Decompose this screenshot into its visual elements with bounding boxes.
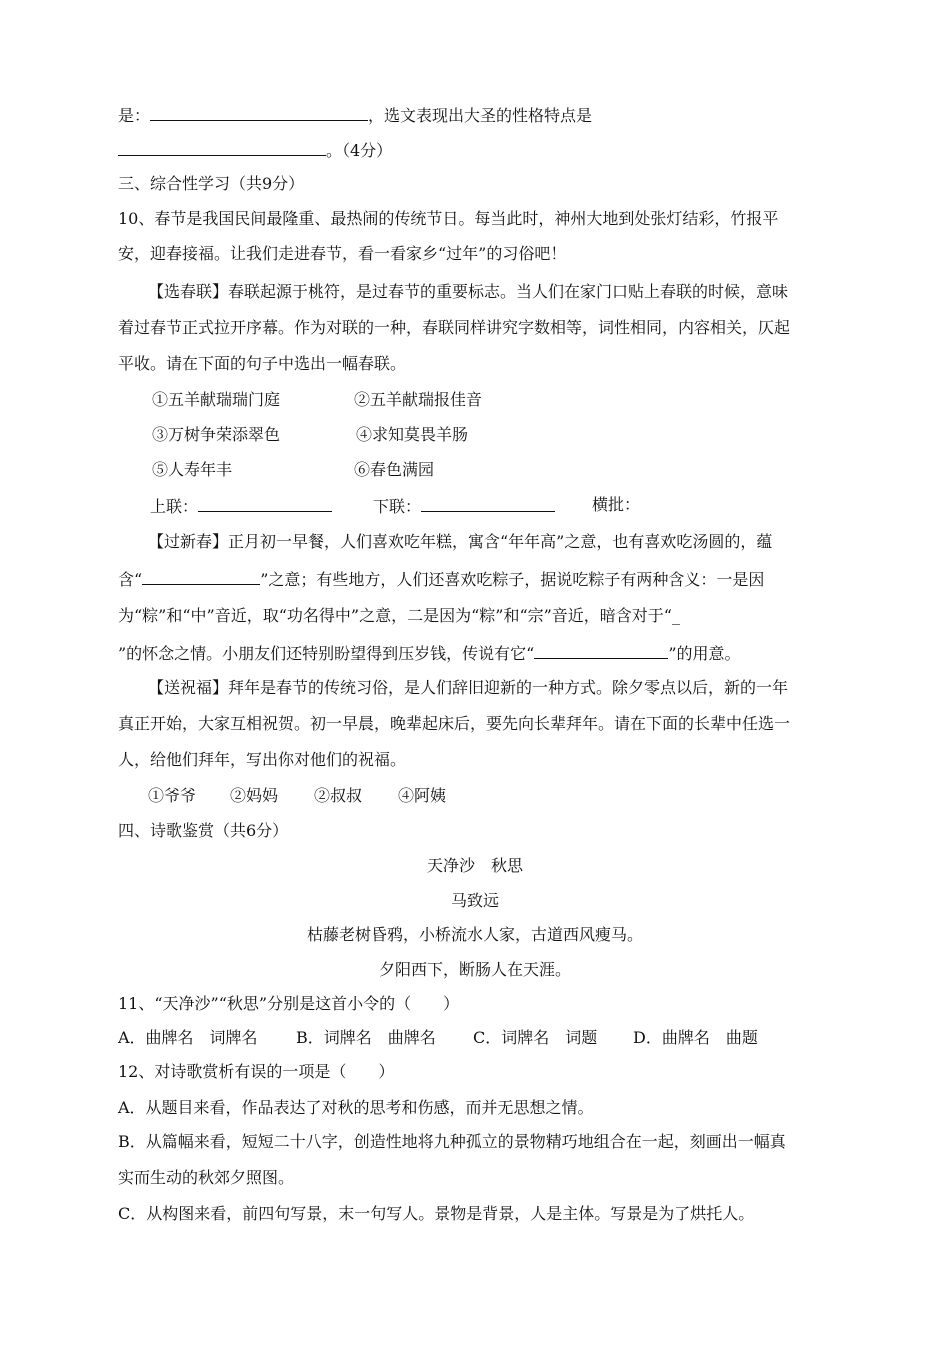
lower-couplet-row bbox=[373, 495, 555, 517]
q12-option-a: A．从题目来看，作品表达了对秋的思考和伤感，而并无思想之情。 bbox=[118, 1098, 594, 1117]
poem-line-1: 枯藤老树昏鸦，小桥流水人家，古道西风瘦马。 bbox=[306, 925, 643, 944]
elder-option-4: ④阿姨 bbox=[398, 786, 447, 805]
upper-blank[interactable] bbox=[198, 495, 332, 512]
q12-option-c: C．从构图来看，前四句写景，末一句写人。景物是背景，人是主体。写景是为了烘托人。 bbox=[118, 1204, 755, 1223]
elder-option-1: ①爷爷 bbox=[148, 786, 197, 805]
lower-label: 下联： bbox=[373, 497, 422, 516]
couplet-option-1: ①五羊献瑞瑞门庭 bbox=[152, 390, 281, 409]
lower-blank[interactable] bbox=[421, 495, 555, 512]
answer-line-2 bbox=[118, 139, 392, 161]
q12-option-b-line-2: 实而生动的秋郊夕照图。 bbox=[118, 1168, 295, 1187]
blank-field[interactable] bbox=[142, 568, 260, 585]
poem-title: 天净沙 秋思 bbox=[426, 856, 523, 875]
couplet-paragraph-line-1: 【选春联】春联起源于桃符，是过春节的重要标志。当人们在家门口贴上春联的时候，意味 bbox=[148, 282, 789, 301]
blank-field[interactable] bbox=[118, 139, 326, 156]
couplet-option-3: ③万树争荣添翠色 bbox=[152, 425, 281, 444]
text-prefix: ”的怀念之情。小朋友们还特别盼望得到压岁钱，传说有它“ bbox=[118, 644, 535, 663]
horizontal-scroll-label: 横批： bbox=[592, 495, 641, 514]
couplet-option-2: ②五羊献瑞报佳音 bbox=[354, 390, 483, 409]
q11-option-a: A．曲牌名 词牌名 bbox=[118, 1028, 258, 1047]
newyear-paragraph-line-4 bbox=[118, 642, 741, 664]
text-prefix: 是： bbox=[118, 106, 151, 125]
poem-line-2: 夕阳西下，断肠人在天涯。 bbox=[378, 960, 571, 979]
newyear-paragraph-line-2 bbox=[118, 568, 764, 590]
section-heading-4: 四、诗歌鉴赏（共6分） bbox=[118, 821, 289, 840]
blank-field[interactable] bbox=[150, 104, 368, 121]
text-suffix: ，选文表现出大圣的性格特点是 bbox=[368, 106, 593, 125]
q11-option-d: D．曲牌名 曲题 bbox=[633, 1028, 758, 1047]
q12-option-b-line-1: B．从篇幅来看，短短二十八字，创造性地将九种孤立的景物精巧地组合在一起，刻画出一幅真 bbox=[118, 1132, 786, 1151]
text-suffix: ”的用意。 bbox=[668, 644, 741, 663]
elder-option-2: ②妈妈 bbox=[230, 786, 279, 805]
couplet-option-4: ④求知莫畏羊肠 bbox=[356, 425, 469, 444]
text-suffix: ”之意；有些地方，人们还喜欢吃粽子，据说吃粽子有两种含义：一是因 bbox=[260, 570, 765, 589]
blessing-paragraph-line-1: 【送祝福】拜年是春节的传统习俗，是人们辞旧迎新的一种方式。除夕零点以后，新的一年 bbox=[148, 678, 789, 697]
poem-author: 马致远 bbox=[450, 891, 499, 910]
score-note: 。（4分） bbox=[326, 141, 393, 160]
answer-line-1 bbox=[118, 104, 592, 126]
upper-couplet-row bbox=[150, 495, 332, 517]
blessing-paragraph-line-2: 真正开始，大家互相祝贺。初一早晨，晚辈起床后，要先向长辈拜年。请在下面的长辈中任选一 bbox=[118, 714, 791, 733]
question-10-line-2: 安，迎春接福。让我们走进春节，看一看家乡“过年”的习俗吧！ bbox=[118, 244, 567, 263]
blessing-paragraph-line-3: 人，给他们拜年，写出你对他们的祝福。 bbox=[118, 750, 407, 769]
question-11: 11、“天净沙”“秋思”分别是这首小令的（ ） bbox=[118, 994, 460, 1013]
question-10-line-1: 10、春节是我国民间最隆重、最热闹的传统节日。每当此时，神州大地到处张灯结彩，竹报平 bbox=[118, 209, 779, 228]
couplet-option-6: ⑥春色满园 bbox=[354, 460, 435, 479]
newyear-paragraph-line-3: 为“粽”和“中”音近，取“功名得中”之意，二是因为“粽”和“宗”音近，暗含对于“_ bbox=[118, 606, 680, 625]
upper-label: 上联： bbox=[150, 497, 199, 516]
newyear-paragraph-line-1: 【过新春】正月初一早餐，人们喜欢吃年糕，寓含“年年高”之意，也有喜欢吃汤圆的，蕴 bbox=[148, 532, 773, 551]
couplet-paragraph-line-2: 着过春节正式拉开序幕。作为对联的一种，春联同样讲究字数相等，词性相同，内容相关，仄起 bbox=[118, 318, 791, 337]
couplet-option-5: ⑤人寿年丰 bbox=[152, 460, 233, 479]
q11-option-b: B．词牌名 曲牌名 bbox=[296, 1028, 436, 1047]
couplet-paragraph-line-3: 平收。请在下面的句子中选出一幅春联。 bbox=[118, 354, 407, 373]
blank-field[interactable] bbox=[534, 642, 668, 659]
elder-option-3: ②叔叔 bbox=[314, 786, 363, 805]
section-heading-3: 三、综合性学习（共9分） bbox=[118, 174, 305, 193]
question-12: 12、对诗歌赏析有误的一项是（ ） bbox=[118, 1062, 395, 1081]
text-prefix: 含“ bbox=[118, 570, 143, 589]
q11-option-c: C．词牌名 词题 bbox=[473, 1028, 598, 1047]
